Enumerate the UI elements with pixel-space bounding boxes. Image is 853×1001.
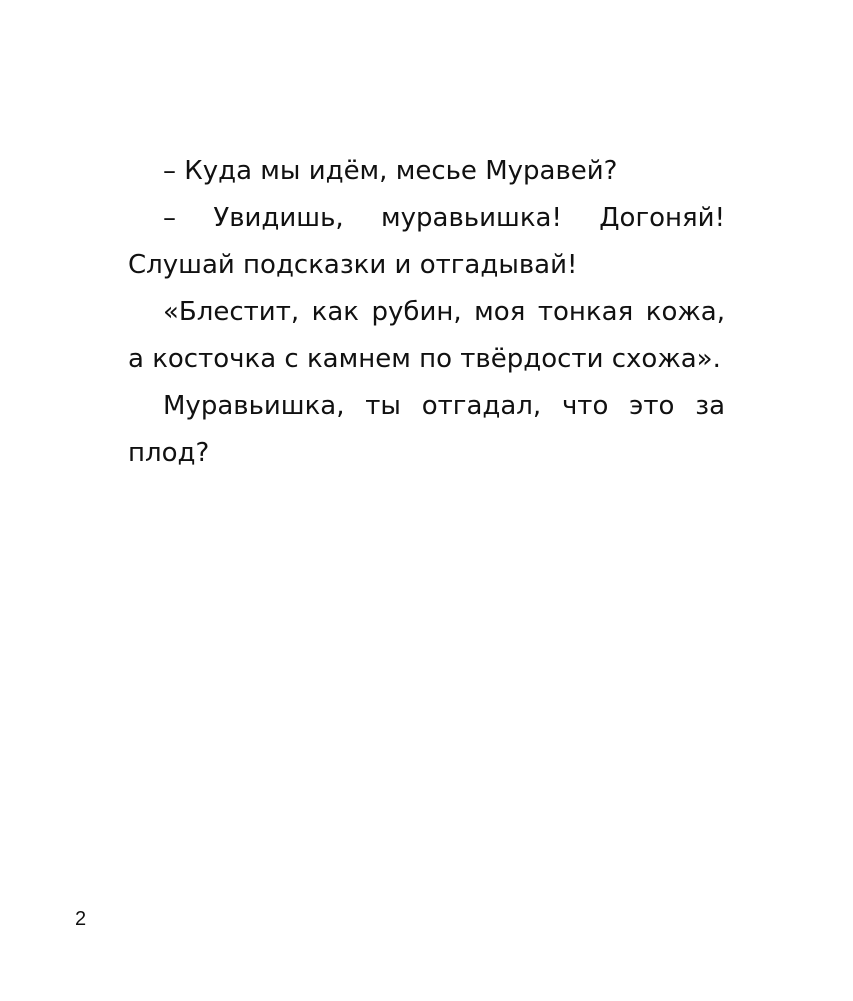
page-number: 2 xyxy=(75,908,87,930)
riddle-text: «Блестит, как рубин, моя тонкая кожа, а косточка с камнем по твёрдости схожа». xyxy=(128,297,725,374)
dialogue-line-question: – Куда мы идём, месье Муравей? xyxy=(163,156,618,186)
riddle-question: Муравьишка, ты отгадал, что это за плод? xyxy=(128,391,725,468)
dialogue-line-reply: – Увидишь, муравьишка! Догоняй! Слушай подсказки и отгадывай! xyxy=(128,203,725,280)
story-text xyxy=(128,148,725,477)
